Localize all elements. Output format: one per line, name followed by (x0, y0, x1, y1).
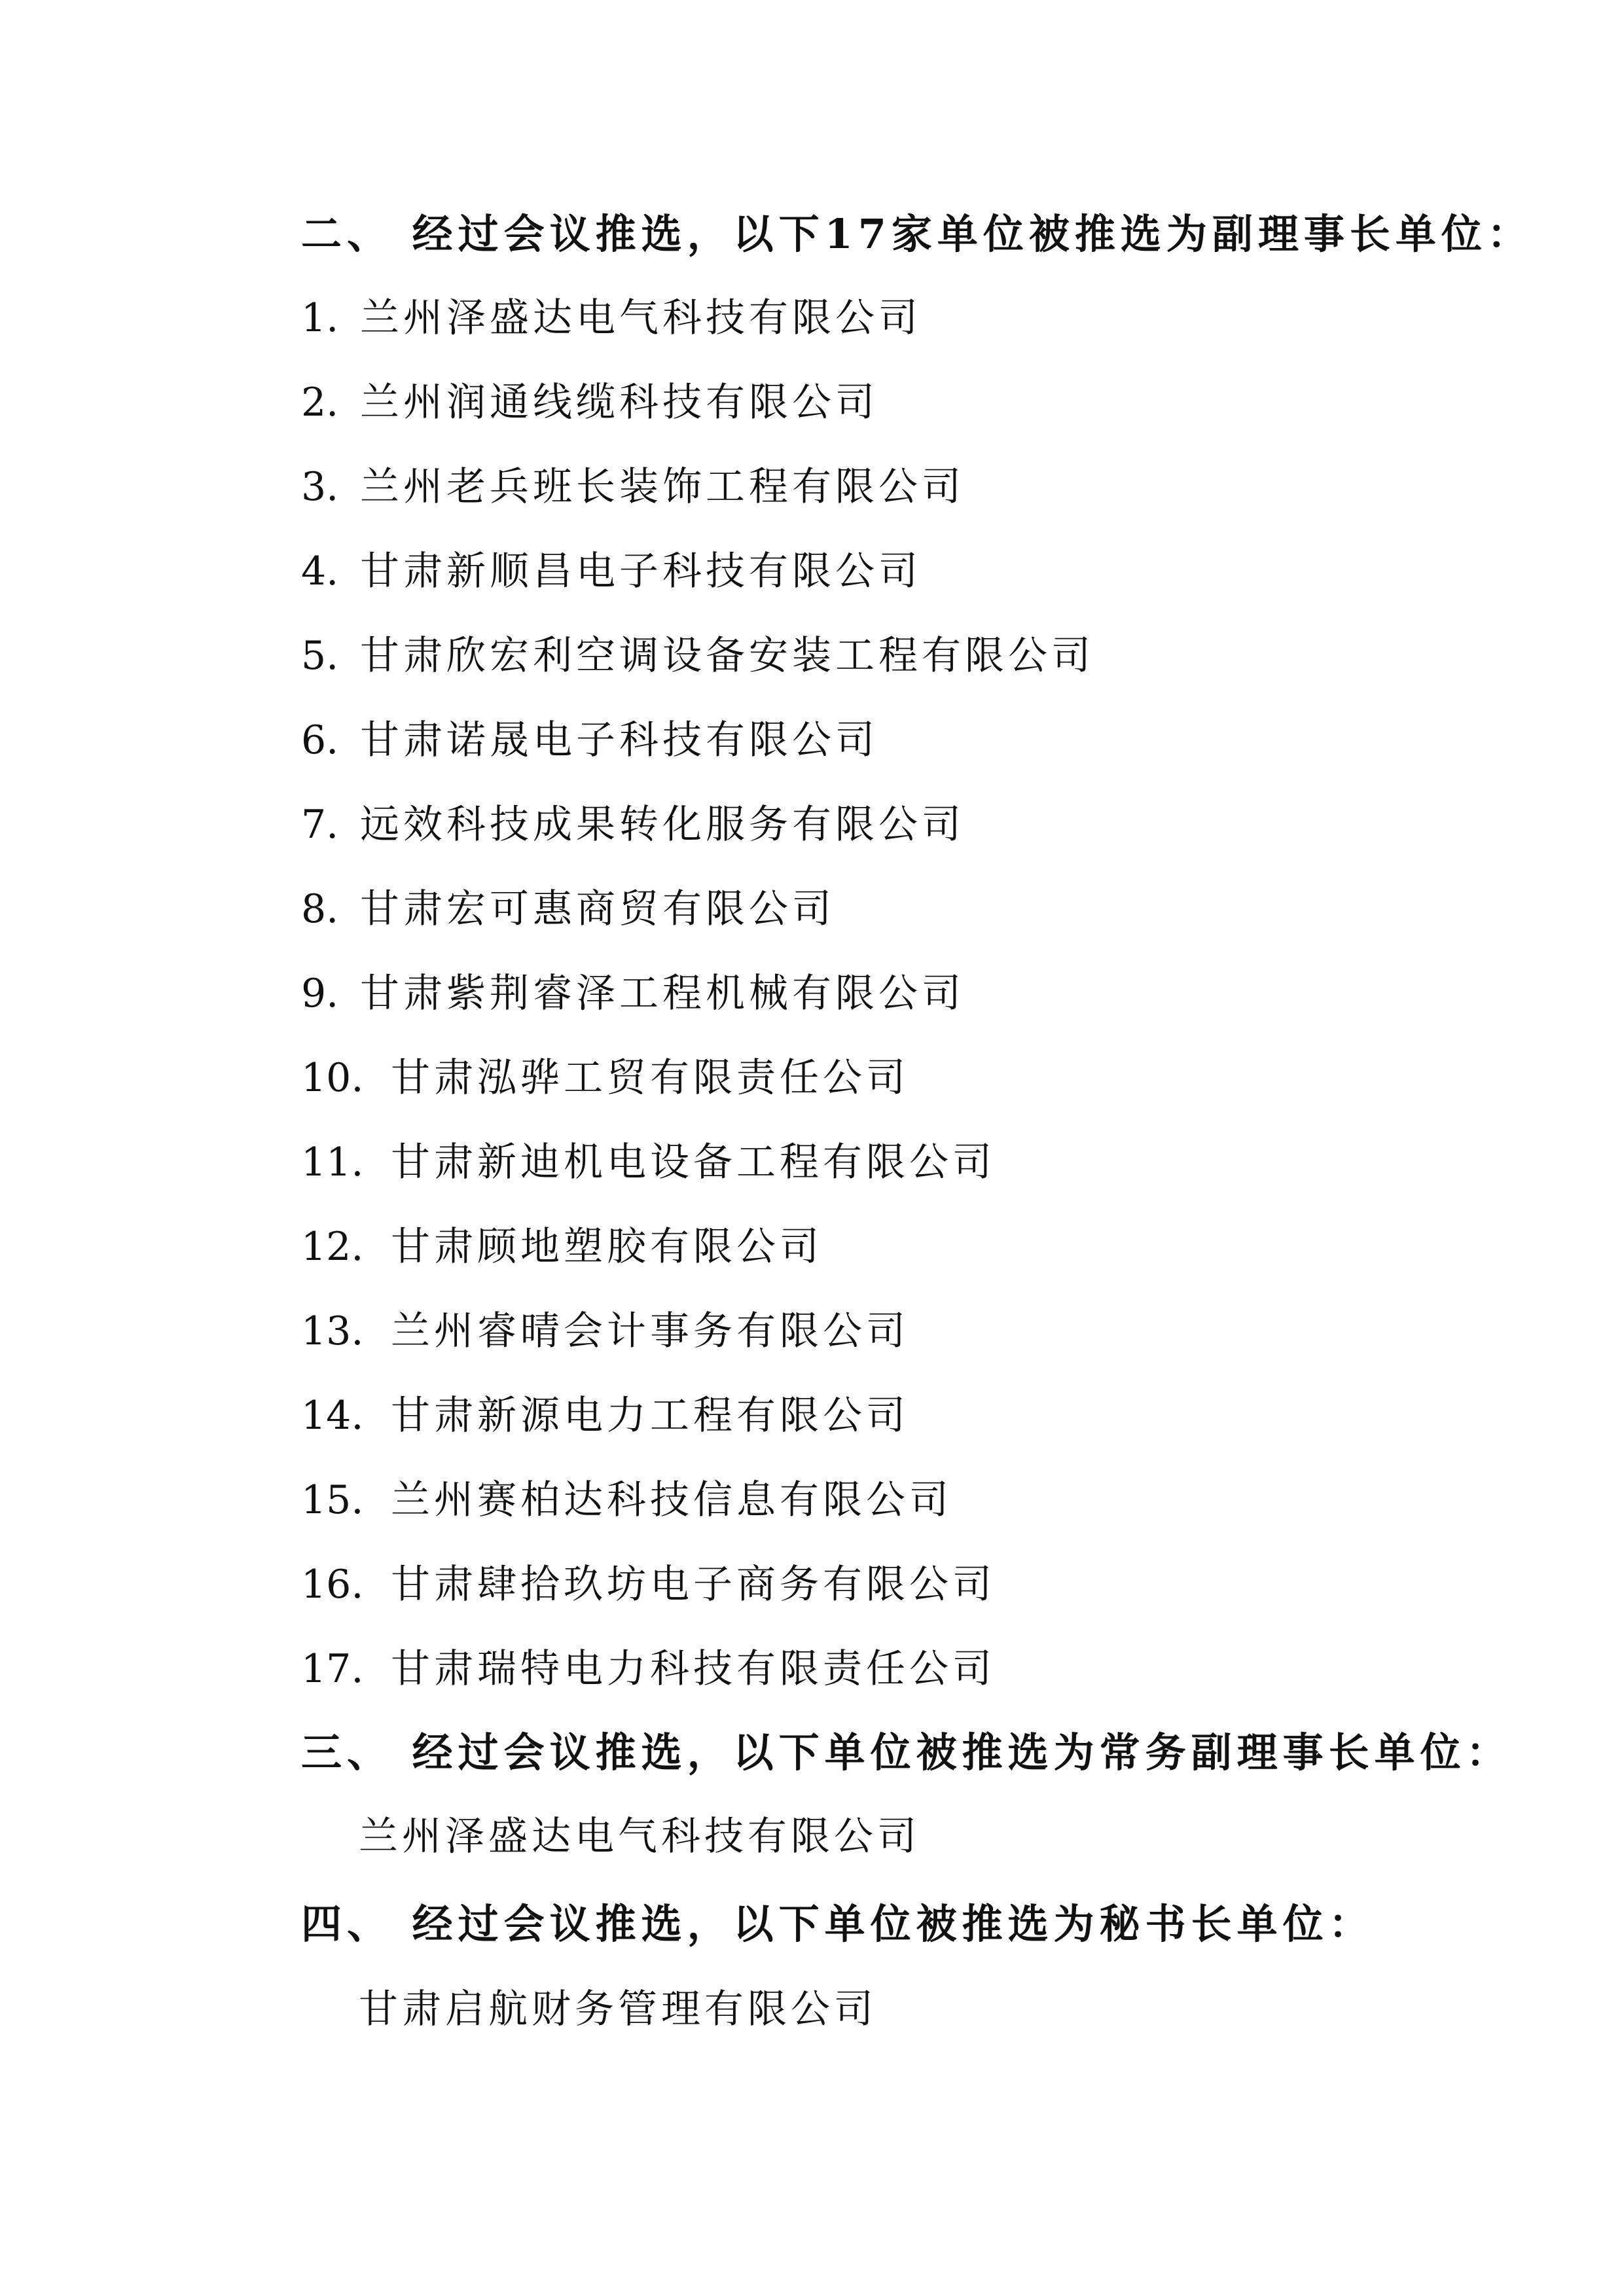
item-number: 5. (301, 633, 339, 679)
list-item (301, 292, 922, 344)
list-item (301, 461, 965, 513)
item-number: 8. (301, 886, 339, 932)
list-item (301, 1390, 909, 1442)
item-number: 6. (301, 717, 339, 763)
section-two-heading: 二、 经过会议推选，以下17家单位被推选为副理事长单位： (301, 210, 1533, 258)
list-item (301, 630, 1094, 682)
company-name: 甘肃诺晟电子科技有限公司 (360, 717, 878, 763)
section-three-heading: 三、 经过会议推选，以下单位被推选为常务副理事长单位： (301, 1729, 1512, 1776)
item-number: 15. (301, 1477, 364, 1523)
company-name: 甘肃新迪机电设备工程有限公司 (391, 1139, 996, 1185)
company-name: 兰州老兵班长装饰工程有限公司 (360, 464, 965, 510)
item-number: 17. (301, 1646, 364, 1692)
company-name: 甘肃欣宏利空调设备安装工程有限公司 (360, 633, 1094, 679)
item-number: 2. (301, 380, 339, 425)
list-item (301, 883, 835, 935)
list-item (301, 1305, 909, 1357)
list-item (301, 1643, 996, 1695)
company-name: 甘肃紫荆睿泽工程机械有限公司 (360, 971, 965, 1016)
item-number: 1. (301, 295, 339, 341)
list-item (301, 1221, 823, 1273)
item-number: 16. (301, 1562, 364, 1607)
item-number: 12. (301, 1224, 364, 1270)
company-name: 远效科技成果转化服务有限公司 (360, 802, 965, 848)
list-item (301, 967, 965, 1020)
section-three-unit: 兰州泽盛达电气科技有限公司 (359, 1814, 920, 1859)
company-name: 甘肃新顺昌电子科技有限公司 (360, 548, 922, 594)
list-item (301, 376, 878, 429)
item-number: 7. (301, 802, 339, 848)
list-item (301, 798, 965, 851)
list-item (301, 1136, 996, 1189)
company-name: 甘肃瑞特电力科技有限责任公司 (391, 1646, 996, 1692)
company-name: 甘肃新源电力工程有限公司 (391, 1393, 909, 1439)
company-name: 甘肃顾地塑胶有限公司 (391, 1224, 823, 1270)
item-number: 13. (301, 1308, 364, 1354)
item-number: 9. (301, 971, 339, 1016)
company-name: 兰州赛柏达科技信息有限公司 (391, 1477, 952, 1523)
list-item (301, 1052, 909, 1104)
section-four-unit: 甘肃启航财务管理有限公司 (359, 1986, 877, 2032)
company-name: 兰州睿晴会计事务有限公司 (391, 1308, 909, 1354)
list-item (301, 714, 878, 766)
list-item (301, 1558, 996, 1611)
company-name: 兰州泽盛达电气科技有限公司 (360, 295, 922, 341)
item-number: 4. (301, 548, 339, 594)
item-number: 3. (301, 464, 339, 510)
list-item (301, 1474, 952, 1526)
company-name: 兰州润通线缆科技有限公司 (360, 380, 878, 425)
list-item (301, 545, 922, 598)
item-number: 14. (301, 1393, 364, 1439)
company-name: 甘肃宏可惠商贸有限公司 (360, 886, 835, 932)
item-number: 10. (301, 1055, 364, 1101)
section-four-heading: 四、 经过会议推选，以下单位被推选为秘书长单位： (301, 1900, 1375, 1948)
item-number: 11. (301, 1139, 364, 1185)
company-name: 甘肃肆拾玖坊电子商务有限公司 (391, 1562, 996, 1607)
company-name: 甘肃泓骅工贸有限责任公司 (391, 1055, 909, 1101)
